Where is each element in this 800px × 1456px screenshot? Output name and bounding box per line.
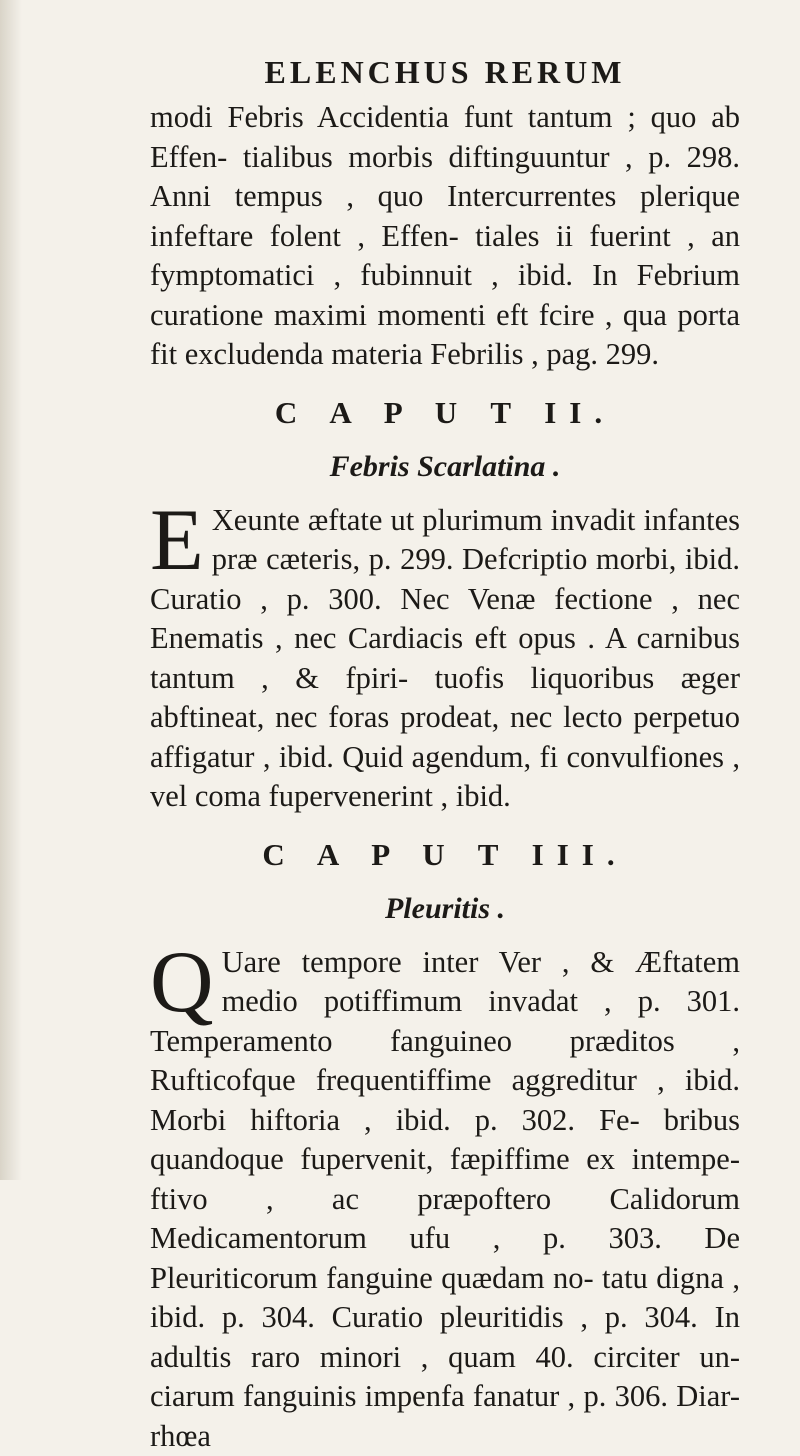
chapter-3-text: Uare tempore inter Ver , & Æftatem medio potiffimum invadat , p. 301. Temperamento fanguineo præditos , Rufticofque frequentiffime aggreditur , ibid. Morbi hiftoria , ibid. p. 302. Fe- bribus quandoque fupervenit, fæpiffime ex intempe- ftivo , ac præpoftero Calidorum Medicamentorum ufu , p. 303. De Pleuriticorum fanguine quædam no- tatu digna , ibid. p. 304. Curatio pleuritidis , p. 304. In adultis raro minori , quam 40. circiter un- ciarum fanguinis impenfa fanatur , p. 306. Diar- rhœa	[150, 943, 740, 1456]
running-head: ELENCHUS RERUM	[150, 52, 740, 92]
chapter-2-paragraph	[150, 501, 740, 817]
chapter-heading-2: C A P U T II.	[150, 393, 740, 433]
drop-cap-q: Q	[150, 947, 214, 1019]
chapter-2-text: Xeunte æftate ut plurimum invadit infantes præ cæteris, p. 299. Defcriptio morbi, ibid. Curatio , p. 300. Nec Venæ fectione , nec Enematis , nec Cardiacis eft opus . A carnibus tantum , & fpiri- tuofis liquoribus æger abftineat, nec foras prodeat, nec lecto perpetuo affigatur , ibid. Quid agendum, fi convulfiones , vel coma fupervenerint , ibid.	[150, 501, 740, 817]
chapter-subtitle-3: Pleuritis .	[150, 889, 740, 929]
chapter-heading-3: C A P U T III.	[150, 835, 740, 875]
chapter-subtitle-2: Febris Scarlatina .	[150, 447, 740, 487]
intro-paragraph: modi Febris Accidentia funt tantum ; quo ab Effen- tialibus morbis diftinguuntur , p. 298. Anni tempus , quo Intercurrentes plerique infeftare folent , Effen- tiales ii fuerint , an fymptomatici , fubinnuit , ibid. In Febrium curatione maximi momenti eft fcire , qua porta fit excludenda materia Febrilis , pag. 299.	[150, 98, 740, 375]
drop-cap-e: E	[150, 505, 204, 577]
chapter-3-paragraph	[150, 943, 740, 1456]
